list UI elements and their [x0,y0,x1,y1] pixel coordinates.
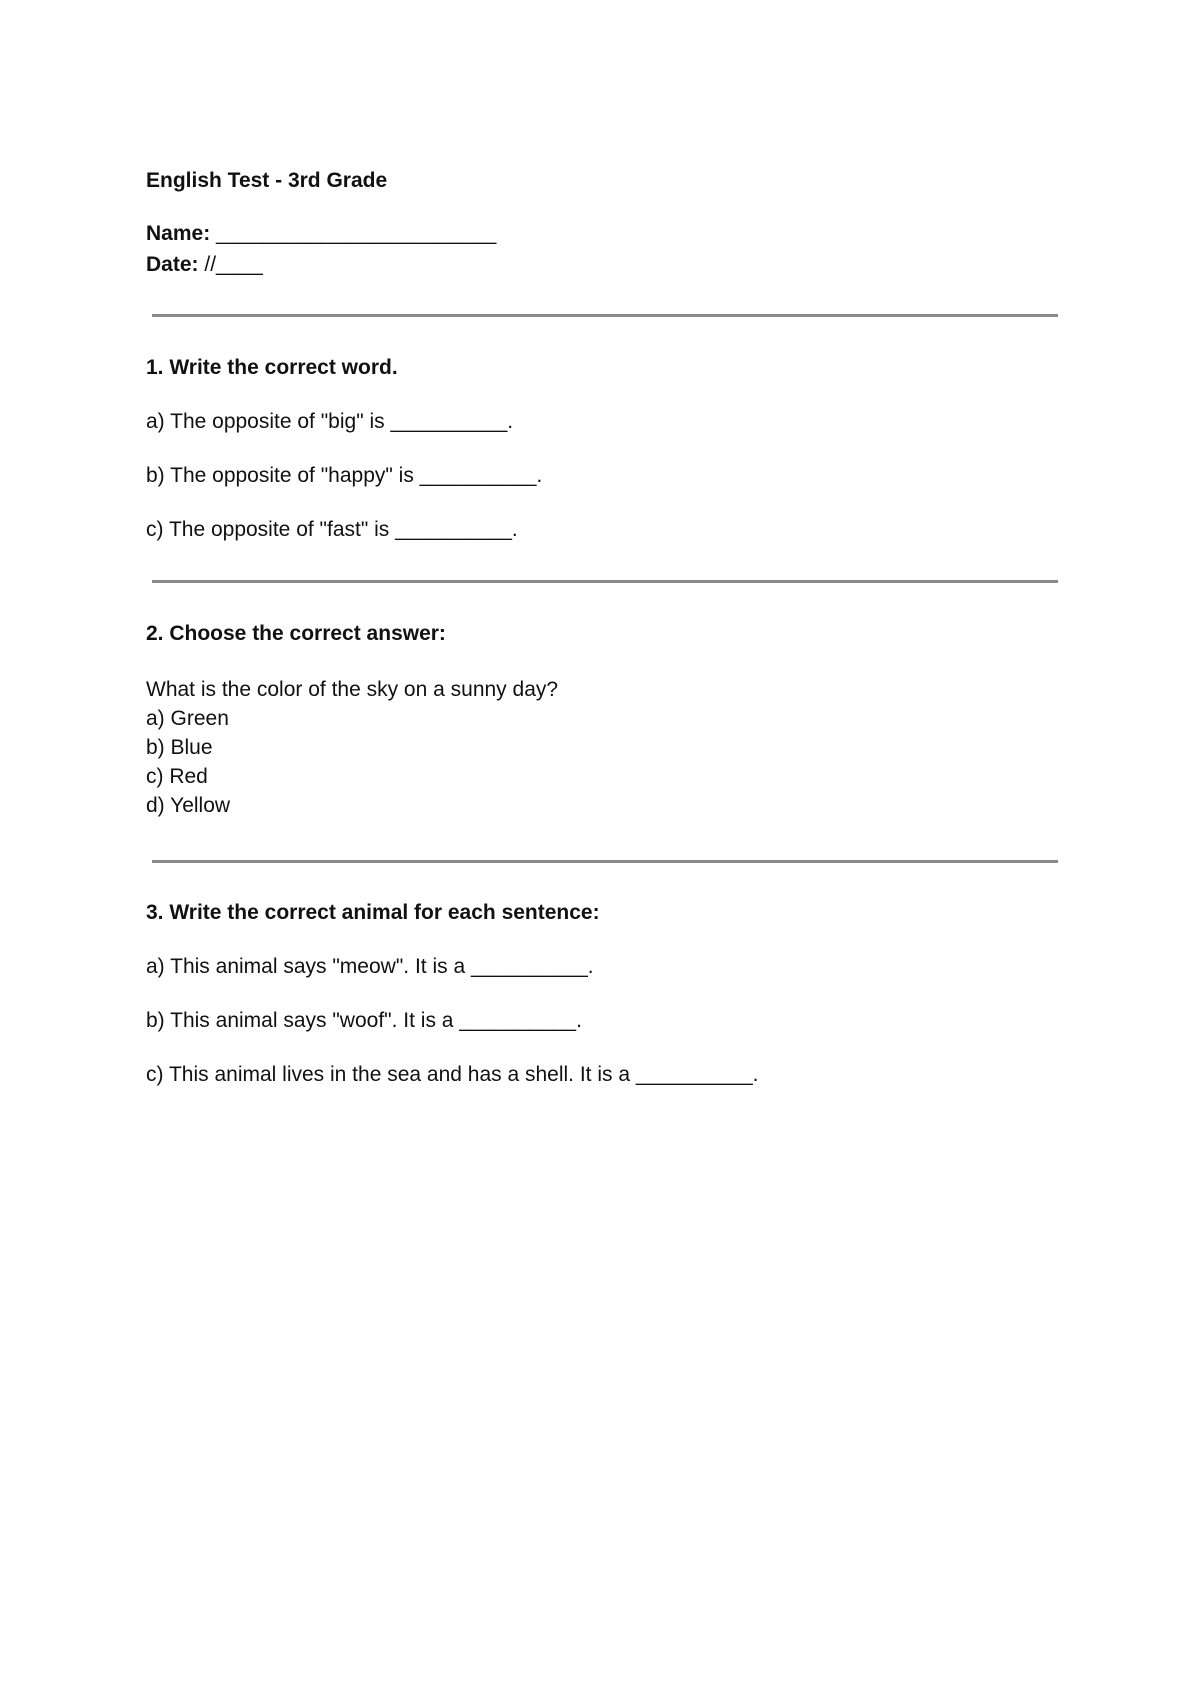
section-divider [152,580,1058,583]
section-divider [152,314,1058,317]
section-heading: 3. Write the correct animal for each sentence: [146,901,600,924]
answer-option: d) Yellow [146,794,231,817]
student-info [146,218,1066,280]
question-item: a) This animal says "meow". It is a __________. [146,955,594,978]
question-item: c) This animal lives in the sea and has a shell. It is a __________. [146,1063,759,1086]
date-field [146,249,1066,280]
answer-option: a) Green [146,707,229,730]
question-text: What is the color of the sky on a sunny day? [146,678,559,701]
name-blank: ________________________ [216,222,497,245]
answer-option: c) Red [146,765,208,788]
section-word-opposites [146,355,1066,543]
page-title: English Test - 3rd Grade [146,169,388,192]
section-divider [152,860,1058,863]
name-label: Name: [146,222,211,245]
date-label: Date: [146,253,199,276]
section-heading: 1. Write the correct word. [146,356,398,379]
question-item: a) The opposite of "big" is __________. [146,410,514,433]
question-item: b) The opposite of "happy" is __________. [146,464,543,487]
name-field [146,218,1066,249]
question-item: b) This animal says "woof". It is a __________. [146,1009,582,1032]
question-item: c) The opposite of "fast" is __________. [146,518,518,541]
question-block [146,675,1066,820]
section-heading: 2. Choose the correct answer: [146,622,446,645]
answer-option: b) Blue [146,736,213,759]
section-multiple-choice [146,621,1066,820]
date-blank: //____ [204,253,263,276]
worksheet-content [146,168,1066,1088]
section-animals [146,900,1066,1088]
